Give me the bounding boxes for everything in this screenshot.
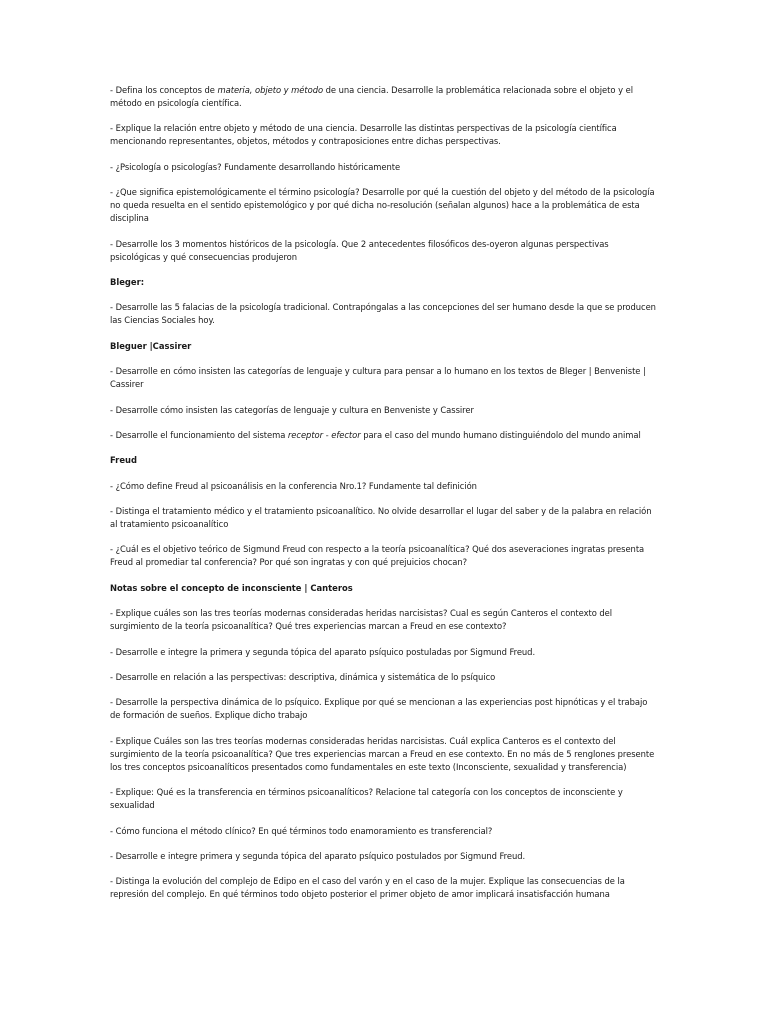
paragraph-text: - Explique: Qué es la transferencia en términos psicoanalíticos? Relacione tal categoría con los conceptos de inconsciente y sexualidad (110, 787, 623, 811)
section-heading: Bleguer |Cassirer (110, 340, 192, 351)
question-paragraph (110, 543, 658, 569)
paragraph-text: - Distinga la evolución del complejo de Edipo en el caso del varón y en el caso de la mujer. Explique las consecuencias de la represión del complejo. En qué términos todo objeto posterior el primer objeto de amor implicará insatisfacción humana (110, 876, 625, 900)
emphasis-text: materia, objeto y método (217, 85, 324, 95)
paragraph-text: - Desarrolle en cómo insisten las categorías de lenguaje y cultura para pensar a lo humano en los textos de Bleger | Benveniste | Cassirer (110, 366, 646, 390)
paragraph-text: - Desarrolle en relación a las perspectivas: descriptiva, dinámica y sistemática de lo psíquico (110, 672, 496, 683)
question-paragraph (110, 875, 658, 901)
question-paragraph (110, 186, 658, 225)
document-page (110, 84, 658, 914)
question-paragraph (110, 122, 658, 148)
question-paragraph (110, 365, 658, 391)
paragraph-text: - Cómo funciona el método clínico? En qué términos todo enamoramiento es transferencial? (110, 825, 493, 836)
question-paragraph (110, 84, 658, 110)
question-paragraph (110, 404, 658, 417)
paragraph-text: - Explique Cuáles son las tres teorías modernas consideradas heridas narcisistas. Cuál explica Canteros es el contexto del surgimiento de la teoría psicoanalítica? Que tres experiencias marcan a Freud en ese contexto. En no más de 5 renglones presente los tres conceptos psicoanalíticos presentados como fundamentales en este texto (Inconsciente, sexualidad y transferencia) (110, 735, 655, 772)
question-paragraph (110, 850, 658, 863)
paragraph-text: - Defina los conceptos de (110, 85, 218, 95)
question-paragraph (110, 646, 658, 659)
paragraph-text: - Explique la relación entre objeto y método de una ciencia. Desarrolle las distintas perspectivas de la psicología científica mencionando representantes, objetos, métodos y contraposiciones entre dichas perspectivas. (110, 123, 617, 147)
paragraph-text: para el caso del mundo humano distinguiéndolo del mundo animal (360, 429, 641, 440)
paragraph-text: de una ciencia. Desarrolle la problemática relacionada sobre el objeto y el método en psicología científica. (110, 85, 633, 108)
question-paragraph (110, 505, 658, 531)
section-heading: Notas sobre el concepto de inconsciente | Canteros (110, 582, 353, 593)
question-paragraph (110, 429, 658, 442)
question-paragraph (110, 825, 658, 838)
paragraph-text: - ¿Cómo define Freud al psicoanálisis en la conferencia Nro.1? Fundamente tal definición (110, 480, 477, 491)
paragraph-text: - Desarrolle los 3 momentos históricos de la psicología. Que 2 antecedentes filosóficos des-oyeron algunas perspectivas psicológicas y qué consecuencias produjeron (110, 238, 609, 262)
emphasis-text: receptor - efector (287, 429, 361, 440)
paragraph-text: - Desarrolle e integre primera y segunda tópica del aparato psíquico postulados por Sigmund Freud. (110, 850, 526, 861)
question-paragraph (110, 671, 658, 684)
question-paragraph (110, 696, 658, 722)
paragraph-text: - Desarrolle las 5 falacias de la psicología tradicional. Contrapóngalas a las concepciones del ser humano desde la que se producen las Ciencias Sociales hoy. (110, 302, 656, 326)
paragraph-text: - Explique cuáles son las tres teorías modernas consideradas heridas narcisistas? Cual es según Canteros el contexto del surgimiento de la teoría psicoanalítica? Qué tres experiencias marcan a Freud en ese contexto? (110, 608, 613, 632)
question-paragraph (110, 480, 658, 493)
question-paragraph (110, 238, 658, 264)
paragraph-text: - ¿Psicología o psicologías? Fundamente desarrollando históricamente (110, 161, 401, 172)
question-paragraph (110, 607, 658, 633)
section-heading: Bleger: (110, 276, 145, 287)
paragraph-text: - ¿Cuál es el objetivo teórico de Sigmund Freud con respecto a la teoría psicoanalítica? Qué dos aseveraciones ingratas presenta Freud al promediar tal conferencia? Por qué son ingratas y con qué prejuicios chocan? (110, 544, 645, 568)
paragraph-text: - Desarrolle la perspectiva dinámica de lo psíquico. Explique por qué se mencionan a las experiencias post hipnóticas y el trabajo de formación de sueños. Explique dicho trabajo (110, 697, 648, 721)
paragraph-text: - Distinga el tratamiento médico y el tratamiento psicoanalítico. No olvide desarrollar el lugar del saber y de la palabra en relación al tratamiento psicoanalítico (110, 506, 652, 530)
question-paragraph (110, 735, 658, 774)
question-paragraph (110, 786, 658, 812)
paragraph-text: - Desarrolle el funcionamiento del sistema (110, 429, 288, 440)
paragraph-text: - ¿Que significa epistemológicamente el término psicología? Desarrolle por qué la cuestión del objeto y del método de la psicología no queda resuelta en el sentido epistemológico y por qué dicha no-resolución (señalan algunos) hace a la problemática de esta disciplina (110, 187, 655, 224)
question-paragraph (110, 301, 658, 327)
paragraph-text: - Desarrolle cómo insisten las categorías de lenguaje y cultura en Benveniste y Cassirer (110, 404, 474, 415)
section-heading: Freud (110, 455, 137, 466)
question-paragraph (110, 161, 658, 174)
paragraph-text: - Desarrolle e integre la primera y segunda tópica del aparato psíquico postuladas por Sigmund Freud. (110, 646, 536, 657)
